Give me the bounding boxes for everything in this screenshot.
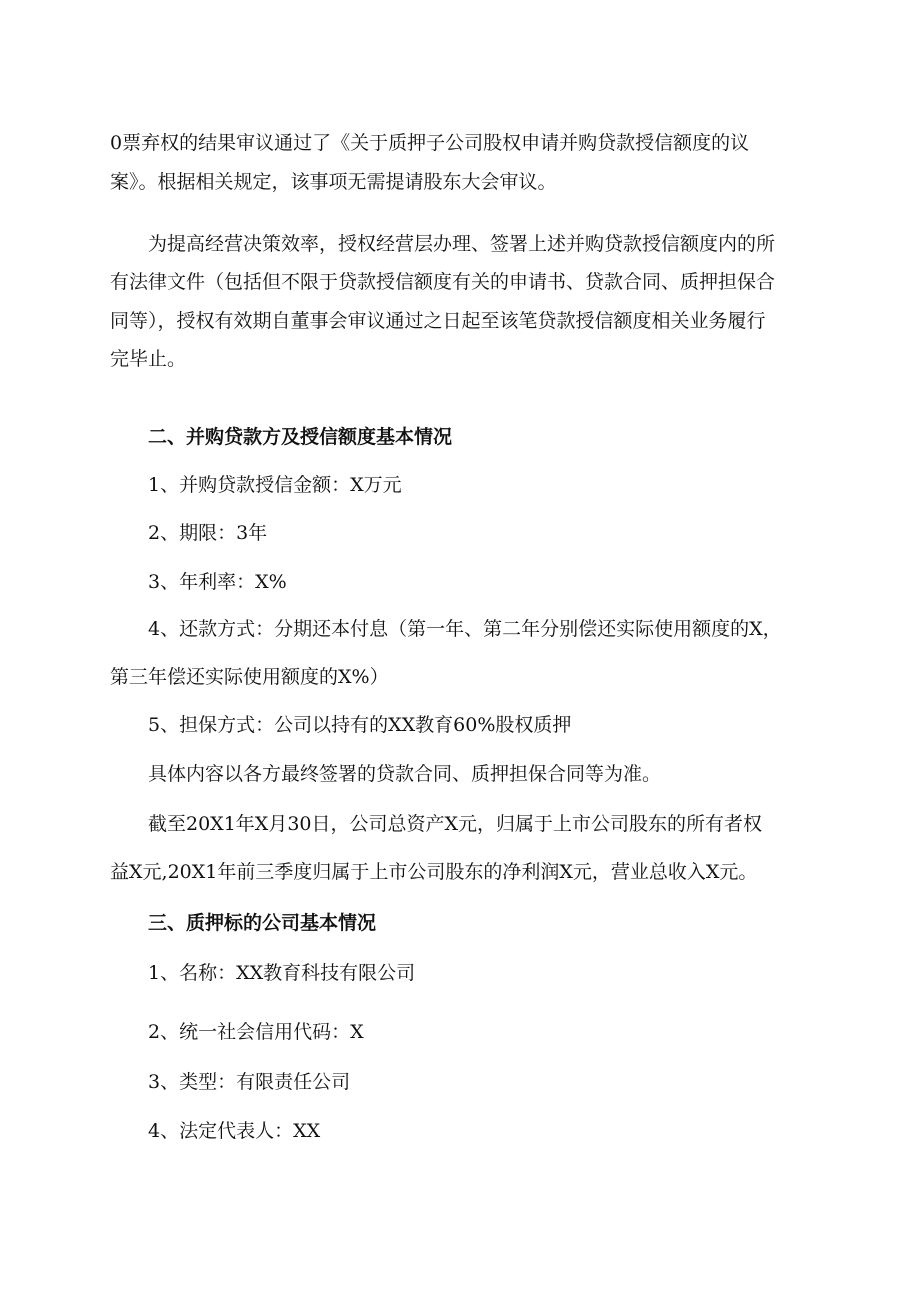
text-line: 截至20X1年X月30日，公司总资产X元，归属于上市公司股东的所有者权 [148, 813, 763, 835]
body-paragraph-authorization-cont [110, 263, 825, 379]
list-item-text: 2、期限：3年 [148, 522, 268, 544]
heading-text: 二、并购贷款方及授信额度基本情况 [148, 426, 453, 448]
text-line: 完毕止。 [110, 348, 187, 370]
list-item-repayment-cont [110, 658, 825, 697]
list-item-type [110, 1063, 825, 1102]
body-paragraph-resolution [110, 124, 825, 201]
section-heading-pledge [110, 904, 825, 943]
body-paragraph-authorization [110, 225, 825, 264]
list-item-text: 第三年偿还实际使用额度的X%） [110, 666, 389, 688]
text-line: 有法律文件（包括但不限于贷款授信额度有关的申请书、贷款合同、质押担保合 [110, 271, 776, 293]
text-line: 为提高经营决策效率，授权经营层办理、签署上述并购贷款授信额度内的所 [148, 233, 776, 255]
list-item-name [110, 954, 825, 993]
list-item-text: 3、类型：有限责任公司 [148, 1071, 351, 1093]
text-line: 案》。根据相关规定，该事项无需提请股东大会审议。 [110, 170, 557, 193]
list-item-text: 1、名称：XX教育科技有限公司 [148, 962, 416, 984]
list-item-text: 5、担保方式：公司以持有的XX教育60%股权质押 [148, 714, 572, 736]
list-item-text: 3、年利率：X% [148, 571, 287, 593]
heading-text: 三、质押标的公司基本情况 [148, 912, 377, 934]
list-item-guarantee [110, 706, 825, 745]
list-item-amount [110, 466, 825, 505]
list-item-credit-code [110, 1013, 825, 1052]
list-item-text: 4、还款方式：分期还本付息（第一年、第二年分别偿还实际使用额度的X， [148, 618, 782, 640]
text-line: 益X元,20X1年前三季度归属于上市公司股东的净利润X元，营业总收入X元。 [110, 861, 758, 883]
list-item-term [110, 514, 825, 553]
text-line: 同等），授权有效期自董事会审议通过之日起至该笔贷款授信额度相关业务履行 [110, 309, 766, 332]
body-paragraph-financials-cont [110, 853, 825, 892]
list-item-repayment [110, 610, 825, 649]
section-heading-loan [110, 418, 825, 457]
text-line: 0票弃权的结果审议通过了《关于质押子公司股权申请并购贷款授信额度的议 [110, 132, 750, 154]
body-paragraph-financials [110, 805, 825, 844]
list-item-text: 2、统一社会信用代码：X [148, 1021, 364, 1043]
list-item-legal-rep [110, 1112, 825, 1151]
body-paragraph-contracts [110, 755, 825, 794]
list-item-text: 4、法定代表人：XX [148, 1120, 321, 1142]
list-item-rate [110, 563, 825, 602]
text-line: 具体内容以各方最终签署的贷款合同、质押担保合同等为准。 [148, 763, 662, 785]
list-item-text: 1、并购贷款授信金额：X万元 [148, 474, 402, 496]
